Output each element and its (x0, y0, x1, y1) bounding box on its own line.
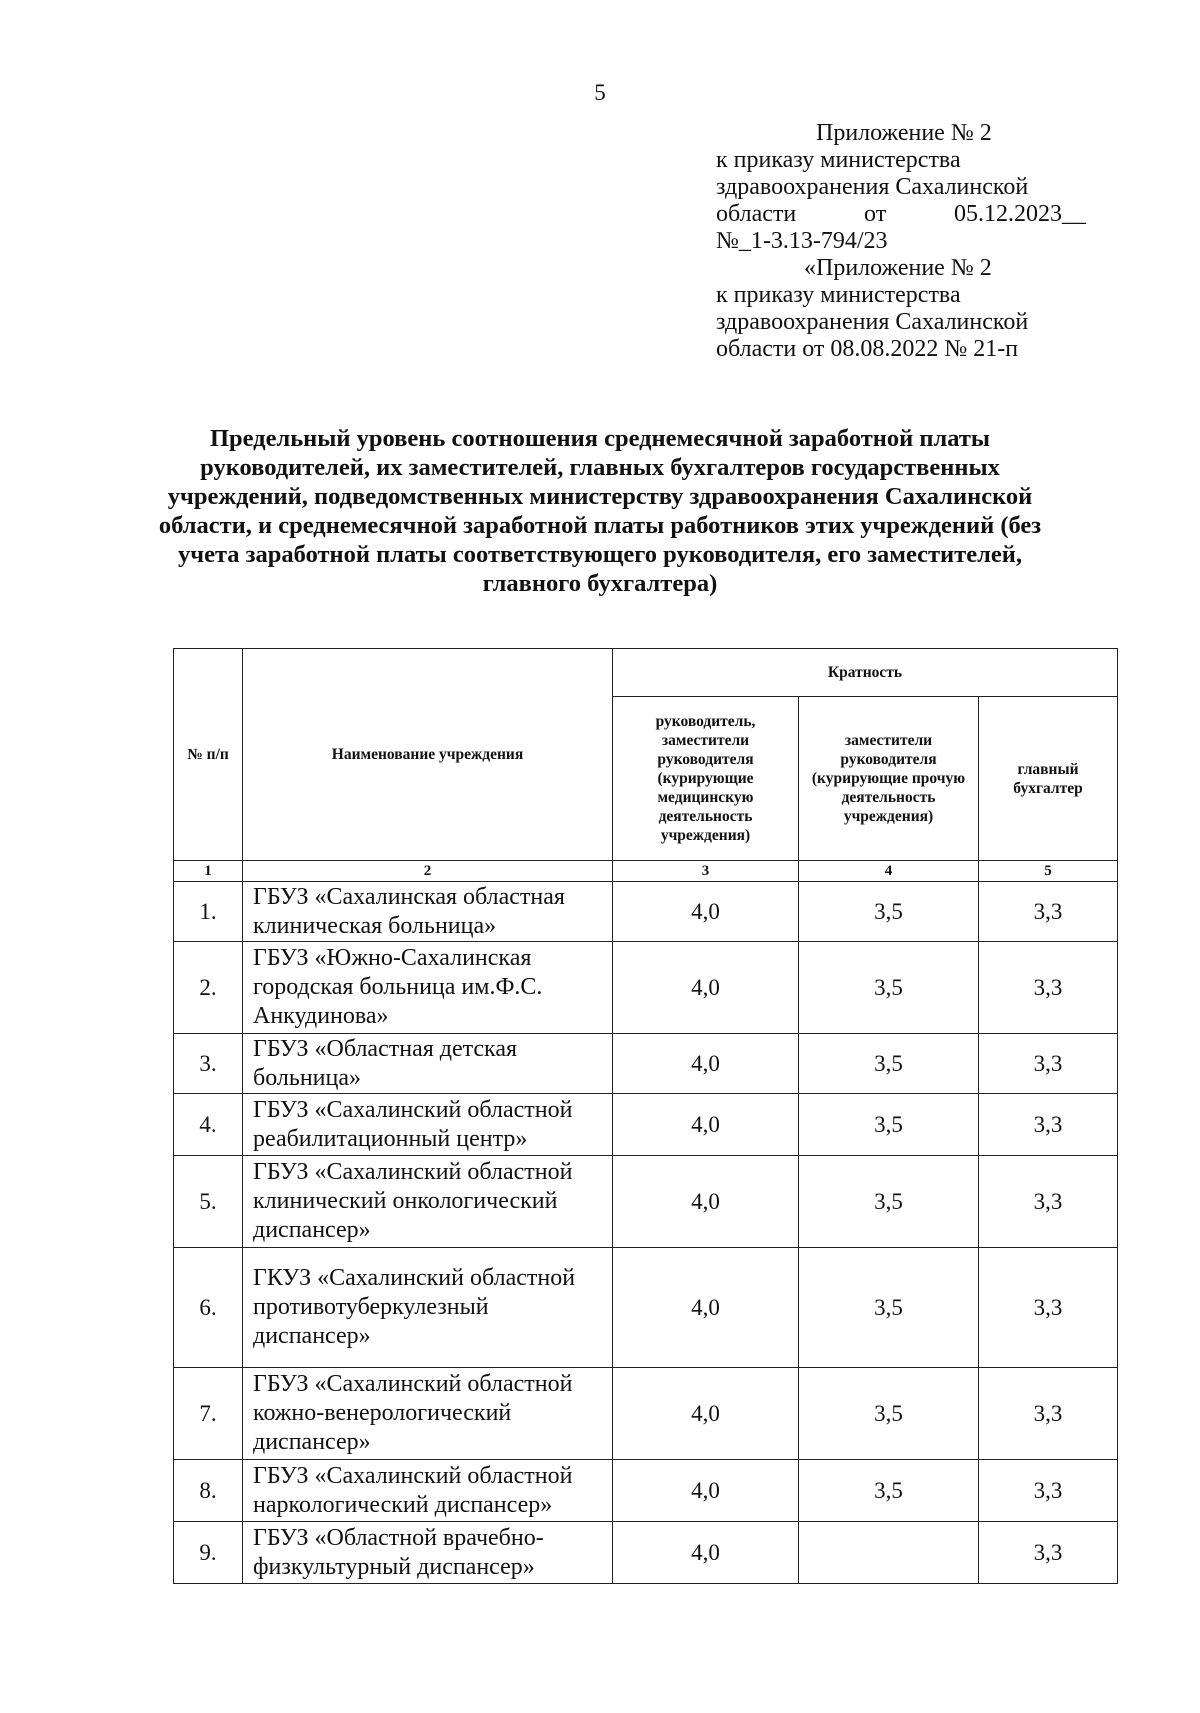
appendix-header (716, 120, 1086, 363)
header-col3: руководитель, заместители руководителя (курирующие медицинскую деятельность учреждения) (613, 697, 799, 861)
value-col5: 3,3 (979, 942, 1118, 1034)
row-number: 2. (174, 942, 243, 1034)
table-row (174, 1522, 1118, 1584)
document-title: Предельный уровень соотношения среднемесячной заработной платы руководителей, их заместителей, главных бухгалтеров государственных учреждений, подведомственных министерству здравоохранения Сахалинской области, и среднемесячной заработной платы работников этих учреждений (без учета заработной платы соответствующего руководителя, его заместителей, главного бухгалтера) (158, 425, 1042, 597)
table-header-row (174, 649, 1118, 697)
appendix-line: Приложение № 2 (816, 120, 992, 146)
header-multiplicity: Кратность (613, 649, 1118, 697)
column-number: 5 (979, 861, 1118, 882)
row-number: 7. (174, 1368, 243, 1460)
value-col5: 3,3 (979, 882, 1118, 942)
value-col4: 3,5 (799, 1034, 979, 1094)
institution-name: ГБУЗ «Областной врачебно-физкультурный диспансер» (243, 1522, 613, 1584)
value-col5: 3,3 (979, 1522, 1118, 1584)
institution-name: ГБУЗ «Сахалинский областной кожно-венерологический диспансер» (243, 1368, 613, 1460)
appendix-order-number: №_1-3.13-794/23 (716, 228, 888, 254)
value-col4: 3,5 (799, 1156, 979, 1248)
table-row (174, 1156, 1118, 1248)
row-number: 4. (174, 1094, 243, 1156)
value-col4: 3,5 (799, 942, 979, 1034)
value-col5: 3,3 (979, 1156, 1118, 1248)
table-row (174, 1460, 1118, 1522)
institution-name: ГБУЗ «Сахалинская областная клиническая больница» (243, 882, 613, 942)
row-number: 8. (174, 1460, 243, 1522)
appendix-line: к приказу министерства (716, 147, 961, 173)
institution-name: ГБУЗ «Сахалинский областной реабилитационный центр» (243, 1094, 613, 1156)
value-col3: 4,0 (613, 1522, 799, 1584)
appendix-date-line (716, 201, 1086, 228)
appendix-line: области (716, 201, 797, 227)
value-col3: 4,0 (613, 942, 799, 1034)
value-col4: 3,5 (799, 1368, 979, 1460)
institution-name: ГБУЗ «Южно-Сахалинская городская больница им.Ф.С. Анкудинова» (243, 942, 613, 1034)
table-row (174, 942, 1118, 1034)
appendix-date: 05.12.2023__ (954, 201, 1086, 227)
table-row (174, 882, 1118, 942)
value-col3: 4,0 (613, 1368, 799, 1460)
column-numbers-row (174, 861, 1118, 882)
header-num: № п/п (174, 649, 243, 861)
column-number: 2 (243, 861, 613, 882)
value-col5: 3,3 (979, 1094, 1118, 1156)
value-col3: 4,0 (613, 1156, 799, 1248)
value-col3: 4,0 (613, 882, 799, 942)
value-col4 (799, 1522, 979, 1584)
appendix-line: от (864, 201, 887, 227)
value-col5: 3,3 (979, 1248, 1118, 1368)
value-col3: 4,0 (613, 1094, 799, 1156)
value-col4: 3,5 (799, 882, 979, 942)
column-number: 4 (799, 861, 979, 882)
row-number: 1. (174, 882, 243, 942)
institution-name: ГБУЗ «Сахалинский областной клинический онкологический диспансер» (243, 1156, 613, 1248)
value-col3: 4,0 (613, 1034, 799, 1094)
institution-name: ГКУЗ «Сахалинский областной противотуберкулезный диспансер» (243, 1248, 613, 1368)
value-col5: 3,3 (979, 1034, 1118, 1094)
row-number: 5. (174, 1156, 243, 1248)
value-col5: 3,3 (979, 1460, 1118, 1522)
table-row (174, 1094, 1118, 1156)
table-row (174, 1368, 1118, 1460)
appendix-line: к приказу министерства (716, 282, 961, 308)
row-number: 3. (174, 1034, 243, 1094)
row-number: 9. (174, 1522, 243, 1584)
value-col4: 3,5 (799, 1460, 979, 1522)
value-col5: 3,3 (979, 1368, 1118, 1460)
appendix-line: здравоохранения Сахалинской (716, 174, 1029, 200)
table-row (174, 1248, 1118, 1368)
value-col3: 4,0 (613, 1460, 799, 1522)
column-number: 1 (174, 861, 243, 882)
value-col4: 3,5 (799, 1094, 979, 1156)
table-row (174, 1034, 1118, 1094)
multiplicity-table (173, 648, 1118, 1584)
appendix-line: области от 08.08.2022 № 21-п (716, 336, 1019, 362)
appendix-line: «Приложение № 2 (804, 255, 992, 281)
value-col4: 3,5 (799, 1248, 979, 1368)
row-number: 6. (174, 1248, 243, 1368)
institution-name: ГБУЗ «Областная детская больница» (243, 1034, 613, 1094)
institution-name: ГБУЗ «Сахалинский областной наркологический диспансер» (243, 1460, 613, 1522)
appendix-line: здравоохранения Сахалинской (716, 309, 1029, 335)
column-number: 3 (613, 861, 799, 882)
header-name: Наименование учреждения (243, 649, 613, 861)
header-col4: заместители руководителя (курирующие прочую деятельность учреждения) (799, 697, 979, 861)
value-col3: 4,0 (613, 1248, 799, 1368)
header-col5: главный бухгалтер (979, 697, 1118, 861)
page-number: 5 (594, 80, 606, 105)
